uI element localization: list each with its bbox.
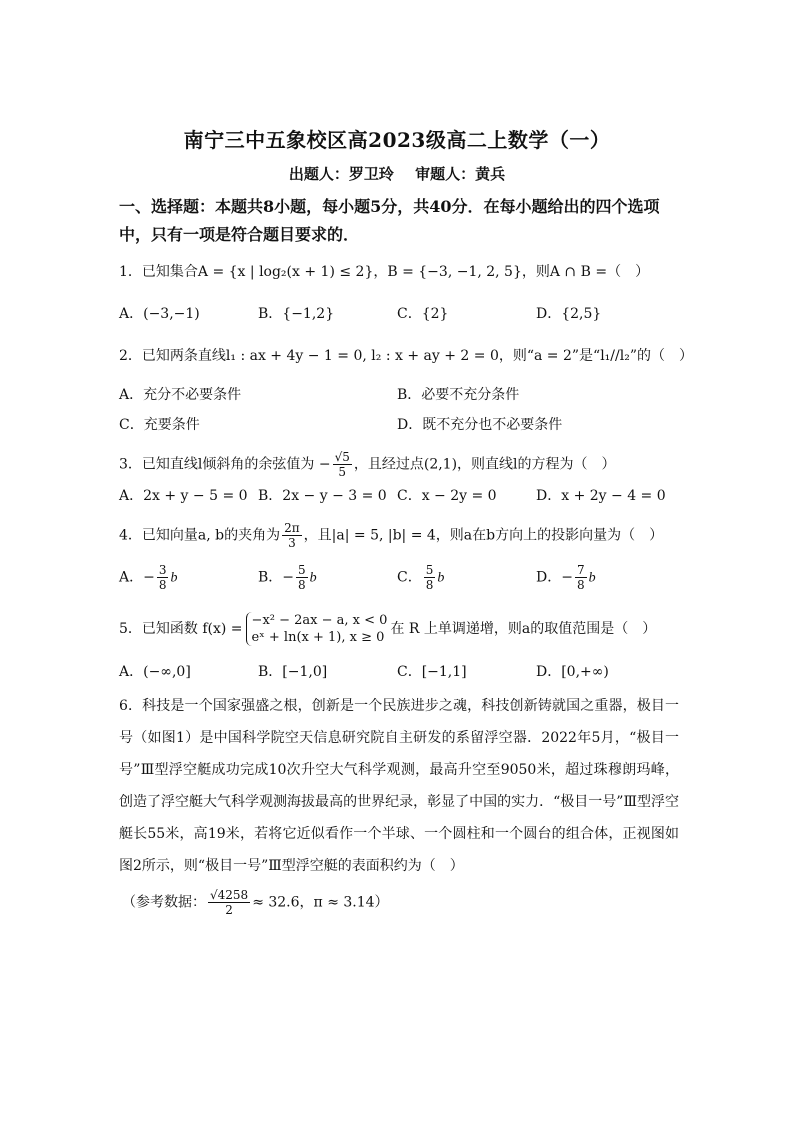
q4-d-label: D．− xyxy=(536,569,573,586)
q3-fraction xyxy=(333,450,352,479)
q3-stem-b: ，且经过点(2,1)，则直线l的方程为（ ） xyxy=(353,456,616,473)
q5-option-a: A．(−∞,0] xyxy=(119,664,191,680)
question-6-text: 6．科技是一个国家强盛之根，创新是一个民族进步之魂，科技创新铸就国之重器，极目一号（如图1）是中国科学院空天信息研究院自主研发的系留浮空器．2022年5月，“极目一号”Ⅲ型浮空艇成功完成10次升空大气科学观测，最高升空至9050米，超过珠穆朗玛峰，创造了浮空艇大气科学观测海拔最高的世界纪录，彰显了中国的实力．“极目一号”Ⅲ型浮空艇长55米，高19米，若将它近似看作一个半球、一个圆柱和一个圆台的组合体，正视图如图2所示，则“极目一号”Ⅲ型浮空艇的表面积约为（ ） xyxy=(119,698,679,874)
q4-d-frac xyxy=(575,563,587,592)
q5-option-b: B．[−1,0] xyxy=(258,664,328,680)
q4-stem-a: 4．已知向量a, b的夹角为 xyxy=(119,527,281,544)
q4-b-den: 8 xyxy=(298,578,306,592)
q3-option-a: A．2x + y − 5 = 0 xyxy=(119,488,248,504)
q2-option-a: A．充分不必要条件 xyxy=(119,387,242,403)
q4-c-frac xyxy=(424,563,436,592)
page-title: 南宁三中五象校区高2023级高二上数学（一） xyxy=(183,128,611,152)
q3-option-b: B．2x − y − 3 = 0 xyxy=(258,488,387,504)
q6-ref-num: √4258 xyxy=(210,888,249,902)
q3-option-d: D．x + 2y − 4 = 0 xyxy=(536,488,666,504)
q1-option-c: C．{2} xyxy=(397,306,449,322)
q4-b-num: 5 xyxy=(298,563,306,577)
q6-ref-frac xyxy=(208,888,250,917)
q4-option-a xyxy=(119,563,177,592)
q4-option-c xyxy=(397,563,444,592)
q4-c-den: 8 xyxy=(425,578,434,592)
q5-stem-a: 5．已知函数 f(x) = xyxy=(119,621,243,637)
question-3-stem xyxy=(119,450,616,479)
question-1-stem: 1．已知集合A = {x | log₂(x + 1) ≤ 2}，B = {−3, −1, 2, 5}，则A ∩ B =（ ） xyxy=(119,264,650,280)
q1-option-b: B．{−1,2} xyxy=(258,306,335,322)
question-2-stem: 2．已知两条直线l₁ : ax + 4y − 1 = 0, l₂ : x + ay + 2 = 0，则“a = 2”是“l₁//l₂”的（ ） xyxy=(119,348,693,364)
q3-stem-a: 3．已知直线l倾斜角的余弦值为 − xyxy=(119,456,331,473)
q4-frac-num: 2π xyxy=(284,521,300,535)
q2-option-d: D．既不充分也不必要条件 xyxy=(397,417,563,433)
q5-option-c: C．[−1,1] xyxy=(397,664,467,680)
q3-option-c: C．x − 2y = 0 xyxy=(397,488,497,504)
q4-a-label: A．− xyxy=(119,569,155,586)
setter-name: 出题人：罗卫玲 xyxy=(288,165,394,183)
q4-c-vector: b xyxy=(437,570,445,586)
q4-fraction xyxy=(282,521,302,550)
q5-case-2: eˣ + ln(x + 1), x ≥ 0 xyxy=(251,630,385,645)
q5-piecewise xyxy=(246,612,388,646)
q1-option-a: A．(−3,−1) xyxy=(119,306,200,322)
q4-d-num: 7 xyxy=(576,563,585,577)
q3-frac-num: √5 xyxy=(334,450,350,464)
q3-frac-den: 5 xyxy=(338,465,347,479)
question-4-stem xyxy=(119,521,663,550)
q4-stem-b: ，且|a| = 5, |b| = 4，则a在b方向上的投影向量为（ ） xyxy=(303,527,664,544)
q4-a-den: 8 xyxy=(158,578,167,592)
q2-option-c: C．充要条件 xyxy=(119,417,200,433)
q1-option-d: D．{2,5} xyxy=(536,306,602,322)
q5-option-d: D．[0,+∞) xyxy=(536,664,609,680)
q2-option-b: B．必要不充分条件 xyxy=(397,387,520,403)
authors-line xyxy=(0,163,794,184)
q6-ref-a: （参考数据： xyxy=(122,894,206,911)
q4-a-num: 3 xyxy=(158,563,167,577)
q4-c-num: 5 xyxy=(425,563,434,577)
q4-a-vector: b xyxy=(170,570,178,586)
q6-reference-data xyxy=(122,888,389,917)
q4-option-b xyxy=(258,563,317,592)
q5-stem-b: 在 R 上单调递增，则a的取值范围是（ ） xyxy=(390,621,657,637)
q4-d-den: 8 xyxy=(576,578,585,592)
q6-ref-den: 2 xyxy=(225,903,233,917)
q6-ref-b: ≈ 32.6，π ≈ 3.14） xyxy=(252,894,389,911)
q4-d-vector: b xyxy=(588,570,596,586)
q4-c-label: C． xyxy=(397,569,422,586)
q4-a-frac xyxy=(157,563,169,592)
q4-b-label: B．− xyxy=(258,569,295,586)
q4-frac-den: 3 xyxy=(288,536,296,550)
reviewer-name: 审题人：黄兵 xyxy=(415,165,506,183)
section-heading: 一、选择题：本题共8小题，每小题5分，共40分．在每小题给出的四个选项中，只有一项是符合题目要求的． xyxy=(119,197,660,244)
q4-b-vector: b xyxy=(309,570,317,586)
q4-b-frac xyxy=(296,563,308,592)
question-5-stem xyxy=(119,612,656,646)
q5-case-1: −x² − 2ax − a, x < 0 xyxy=(251,613,388,628)
q4-option-d xyxy=(536,563,596,592)
